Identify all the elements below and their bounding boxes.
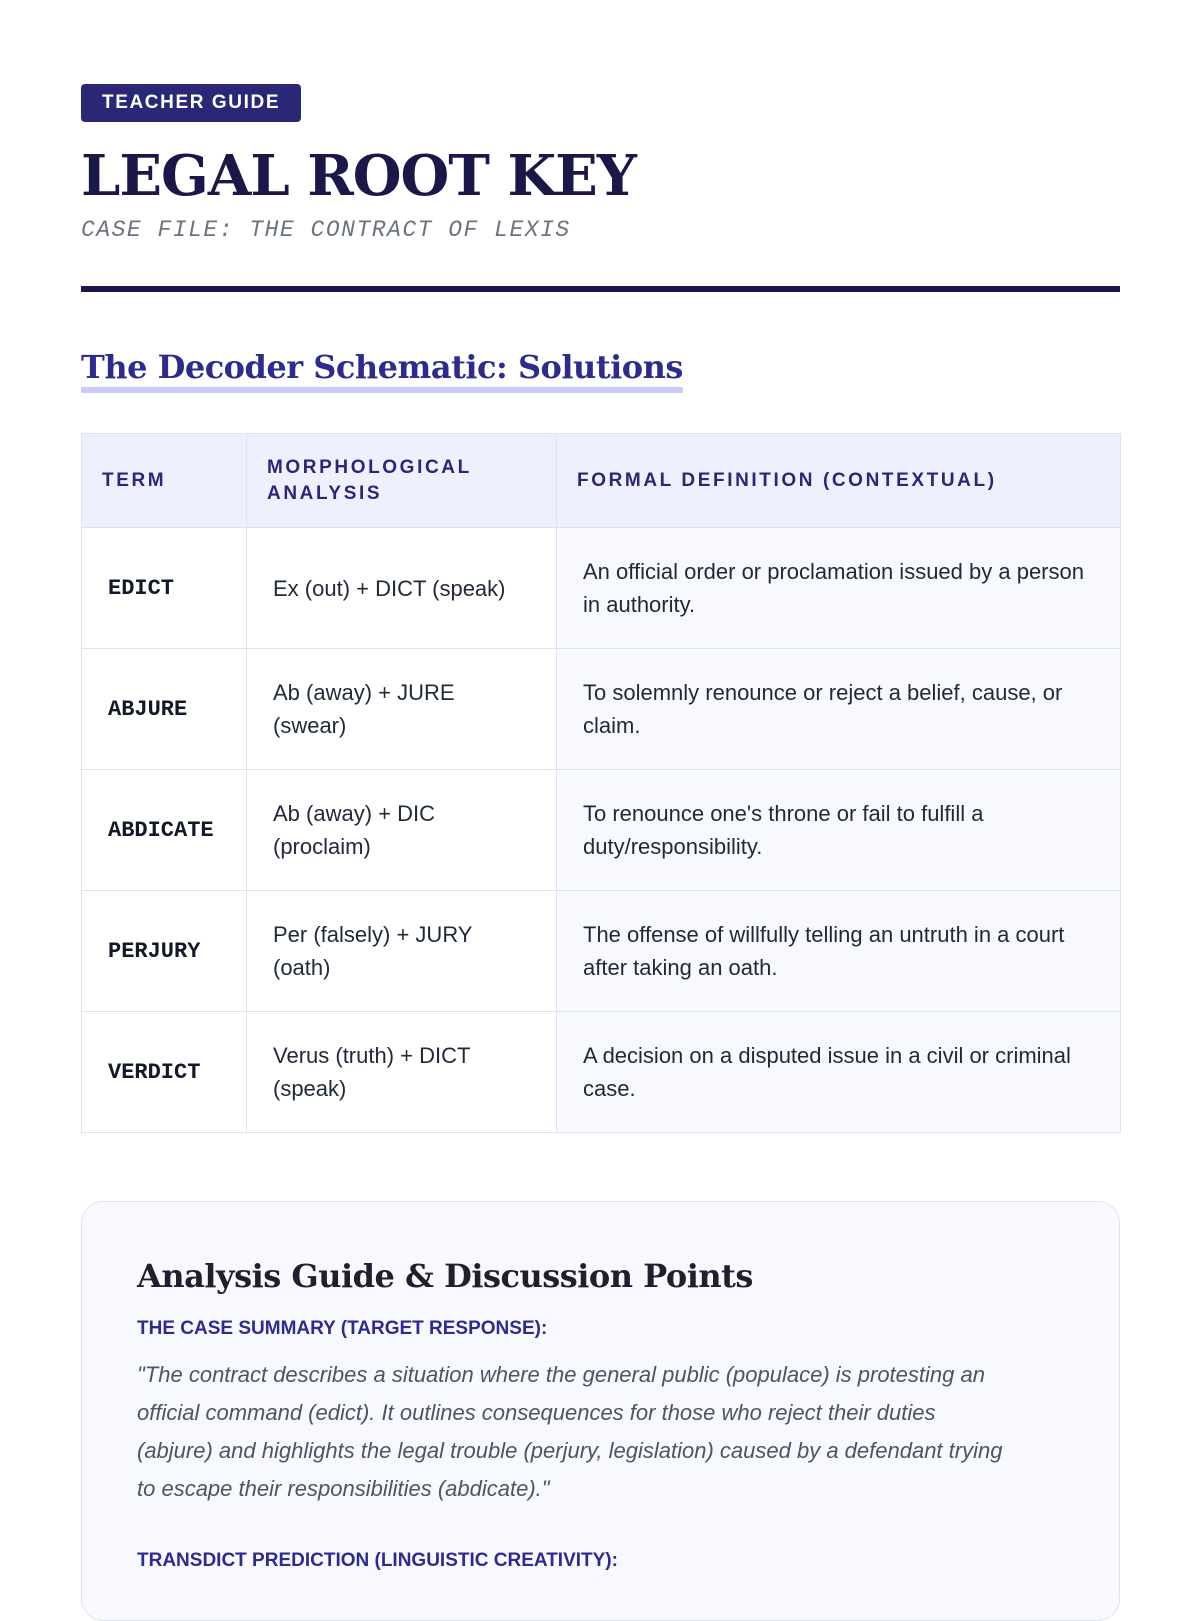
column-header-definition: FORMAL DEFINITION (CONTEXTUAL) <box>557 434 1121 528</box>
analysis-guide-title: Analysis Guide & Discussion Points <box>137 1257 753 1295</box>
header-divider <box>81 286 1120 292</box>
column-header-term: TERM <box>82 434 247 528</box>
column-header-analysis: MORPHOLOGICAL ANALYSIS <box>247 434 557 528</box>
analysis-cell: Verus (truth) + DICT (speak) <box>247 1012 557 1133</box>
table-row <box>82 649 1121 770</box>
decoder-table <box>81 433 1121 1133</box>
table-row <box>82 1012 1121 1133</box>
case-summary-text: "The contract describes a situation where the general public (populace) is protesting an official command (edict). It outlines consequences for those who reject their duties (abjure) and highlights the legal trouble (perjury, legislation) caused by a defendant trying to escape their responsibilities (abdicate)." <box>137 1362 1003 1501</box>
prediction-label: TRANSDICT PREDICTION (LINGUISTIC CREATIVITY): <box>137 1550 618 1571</box>
analysis-cell: Per (falsely) + JURY (oath) <box>247 891 557 1012</box>
definition-cell: The offense of willfully telling an untruth in a court after taking an oath. <box>557 891 1121 1012</box>
decoder-section-title: The Decoder Schematic: Solutions <box>81 347 683 393</box>
teacher-guide-badge: TEACHER GUIDE <box>81 84 301 122</box>
term-cell: VERDICT <box>82 1012 247 1133</box>
term-cell: ABJURE <box>82 649 247 770</box>
analysis-cell: Ex (out) + DICT (speak) <box>247 528 557 649</box>
table-row <box>82 891 1121 1012</box>
analysis-guide-card <box>81 1201 1120 1621</box>
table-row <box>82 770 1121 891</box>
case-summary-label: THE CASE SUMMARY (TARGET RESPONSE): <box>137 1318 548 1339</box>
page-subtitle: CASE FILE: THE CONTRACT OF LEXIS <box>81 217 571 243</box>
table-row <box>82 528 1121 649</box>
term-cell: EDICT <box>82 528 247 649</box>
definition-cell: To solemnly renounce or reject a belief, cause, or claim. <box>557 649 1121 770</box>
table-header-row <box>82 434 1121 528</box>
analysis-cell: Ab (away) + JURE (swear) <box>247 649 557 770</box>
definition-cell: A decision on a disputed issue in a civil or criminal case. <box>557 1012 1121 1133</box>
page-title: LEGAL ROOT KEY <box>81 143 636 209</box>
definition-cell: To renounce one's throne or fail to fulfill a duty/responsibility. <box>557 770 1121 891</box>
teacher-guide-page <box>81 84 1120 1621</box>
analysis-cell: Ab (away) + DIC (proclaim) <box>247 770 557 891</box>
term-cell: ABDICATE <box>82 770 247 891</box>
term-cell: PERJURY <box>82 891 247 1012</box>
definition-cell: An official order or proclamation issued by a person in authority. <box>557 528 1121 649</box>
